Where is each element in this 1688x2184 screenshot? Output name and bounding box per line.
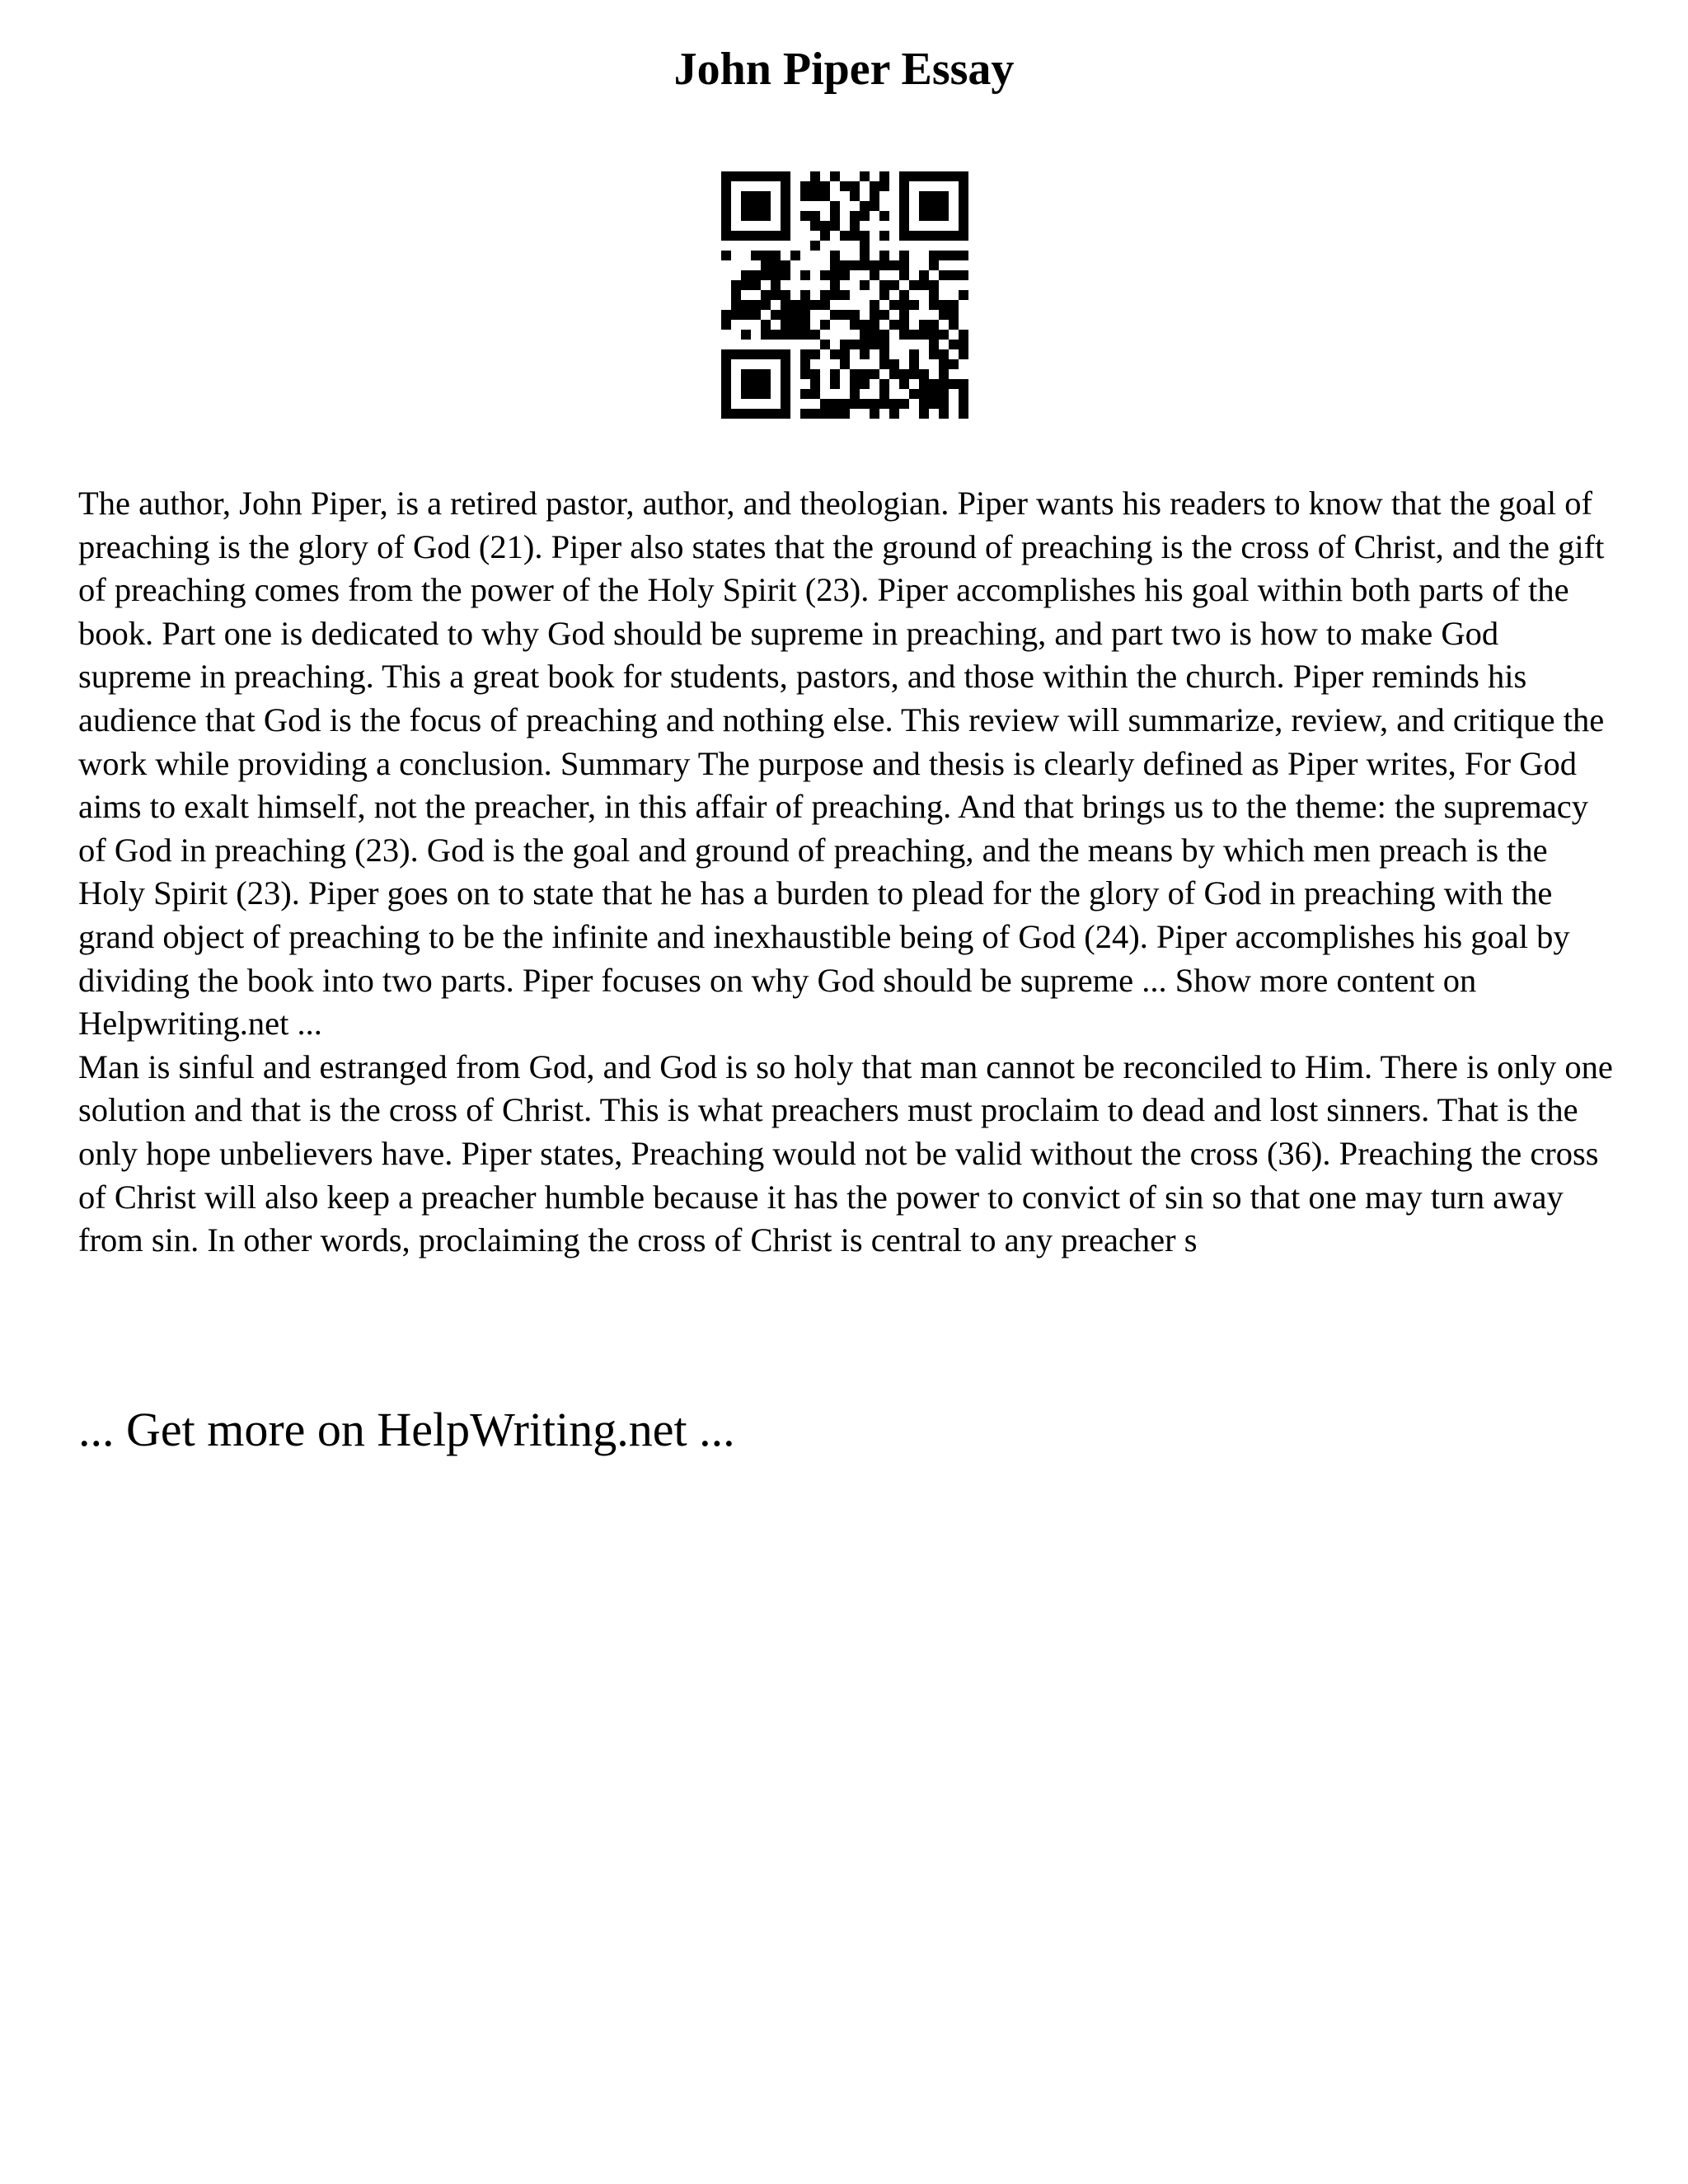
get-more-link[interactable]: ... Get more on HelpWriting.net ... [78, 1403, 735, 1456]
essay-paragraph-2: Man is sinful and estranged from God, and God is so holy that man cannot be reconciled to Him. There is only one solution and that is the cross of Christ. This is what preachers must proclaim to dead and lost sinners. That is the only hope unbelievers have. Piper states, Preaching would not be valid without the cross (36). Preaching the cross of Christ will also keep a preacher humble because it has the power to convict of sin so that one may turn away from sin. In other words, proclaiming the cross of Christ is central to any preacher s [78, 1047, 1613, 1259]
essay-paragraph-1: The author, John Piper, is a retired pastor, author, and theologian. Piper wants his readers to know that the goal of preaching is the glory of God (21). Piper also states that the ground of preaching is the cross of Christ, and the gift of preaching comes from the power of the Holy Spirit (23). Piper accomplishes his goal within both parts of the book. Part one is dedicated to why God should be supreme in preaching, and part two is how to make God supreme in preaching. This a great book for students, pastors, and those within the church. Piper reminds his audience that God is the focus of preaching and nothing else. This review will summarize, review, and critique the work while providing a conclusion. Summary The purpose and thesis is clearly defined as Piper writes, For God aims to exalt himself, not the preacher, in this affair of preaching. And that brings us to the theme: the supremacy of God in preaching (23). God is the goal and ground of preaching, and the means by which men preach is the Holy Spirit (23). Piper goes on to state that he has a burden to plead for the glory of God in preaching with the grand object of preaching to be the infinite and inexhaustible being of God (24). Piper accomplishes his goal by dividing the book into two parts. Piper focuses on why God should be supreme ... Show more content on Helpwriting.net ... [78, 485, 1605, 1043]
qr-code-icon [721, 171, 968, 419]
page-title: John Piper Essay [673, 44, 1015, 95]
essay-body [78, 482, 1620, 1263]
qr-code-graphic [721, 171, 968, 419]
